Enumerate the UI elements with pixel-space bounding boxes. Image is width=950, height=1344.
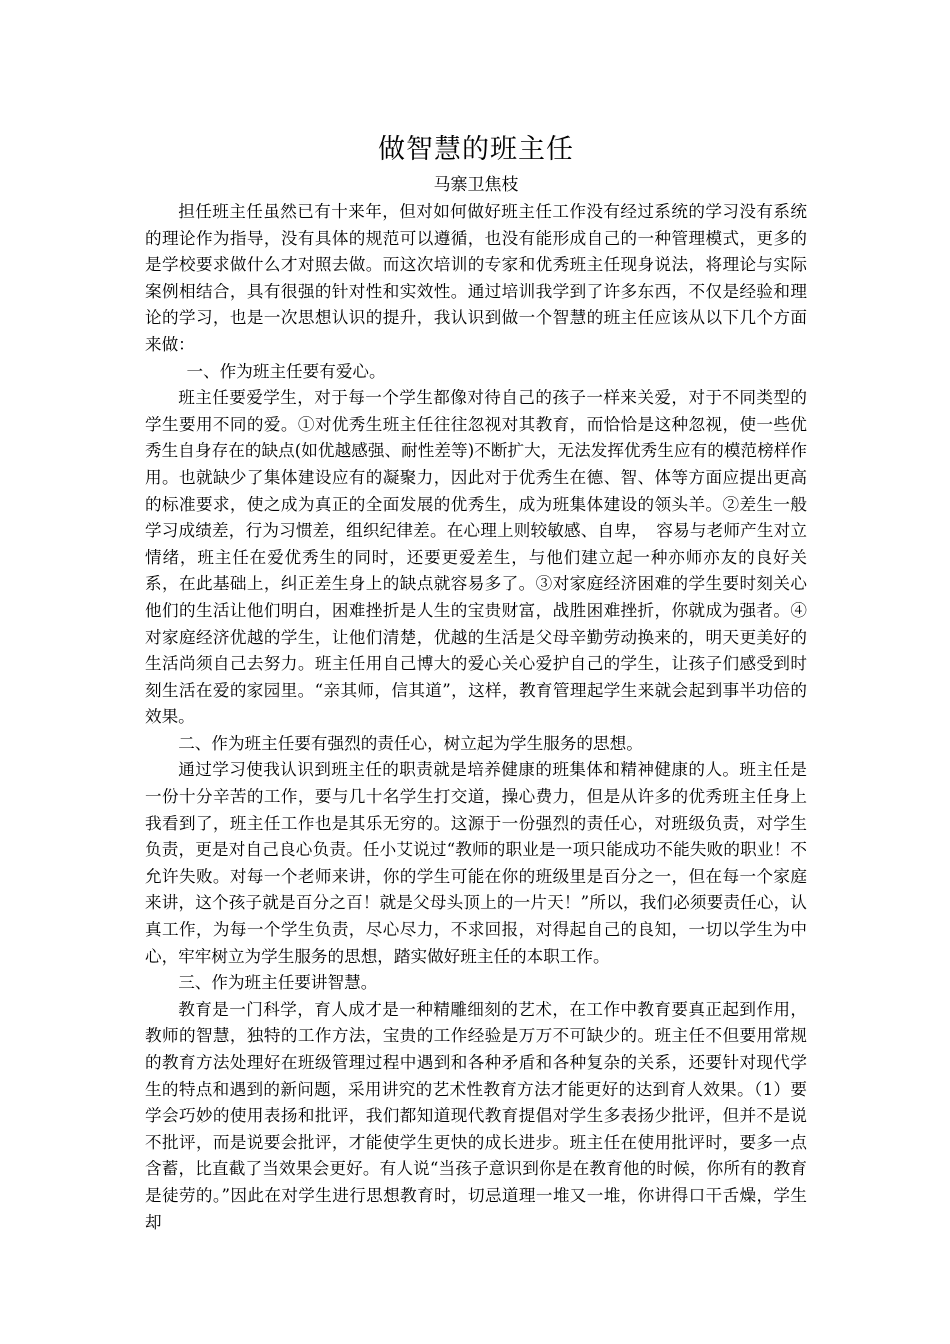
section-3-paragraph: 教育是一门科学，育人成才是一种精雕细刻的艺术，在工作中教育要真正起到作用，教师的智慧，独特的工作方法，宝贵的工作经验是万万不可缺少的。班主任不但要用常规的教育方法处理好在班级管理过程中遇到和各种矛盾和各种复杂的关系，还要针对现代学生的特点和遇到的新问题，采用讲究的艺术性教育方法才能更好的达到育人效果。（1）要学会巧妙的使用表扬和批评，我们都知道现代教育提倡对学生多表扬少批评，但并不是说不批评，而是说要会批评，才能使学生更快的成长进步。班主任在使用批评时，要多一点含蓄，比直截了当效果会更好。有人说“当孩子意识到你是在教育他的时候，你所有的教育是徒劳的。”因此在对学生进行思想教育时，切忌道理一堆又一堆，你讲得口干舌燥，学生却 [145,999,807,1232]
section-1-paragraph: 班主任要爱学生，对于每一个学生都像对待自己的孩子一样来关爱，对于不同类型的学生要用不同的爱。①对优秀生班主任往往忽视对其教育，而恰恰是这种忽视，使一些优秀生自身存在的缺点(如优越感强、耐性差等)不断扩大，无法发挥优秀生应有的模范榜样作用。也就缺少了集体建设应有的凝聚力，因此对于优秀生在德、智、体等方面应提出更高的标准要求，使之成为真正的全面发展的优秀生，成为班集体建设的领头羊。②差生一般学习成绩差，行为习惯差，组织纪律差。在心理上则较敏感、自卑， 容易与老师产生对立情绪，班主任在爱优秀生的同时，还要更爱差生，与他们建立起一种亦师亦友的良好关系，在此基础上，纠正差生身上的缺点就容易多了。③对家庭经济困难的学生要时刻关心他们的生活让他们明白，困难挫折是人生的宝贵财富，战胜困难挫折，你就成为强者。④对家庭经济优越的学生，让他们清楚，优越的生活是父母辛勤劳动换来的，明天更美好的生活尚须自己去努力。班主任用自己博大的爱心关心爱护自己的学生，让孩子们感受到时刻生活在爱的家园里。“亲其师，信其道”，这样，教育管理起学生来就会起到事半功倍的效果。 [145,388,807,727]
document-author: 马寨卫焦枝 [433,175,519,195]
section-3-heading: 三、作为班主任要讲智慧。 [178,973,378,993]
section-1-heading: 一、作为班主任要有爱心。 [186,361,386,381]
intro-paragraph: 担任班主任虽然已有十来年，但对如何做好班主任工作没有经过系统的学习没有系统的理论作为指导，没有具体的规范可以遵循，也没有能形成自己的一种管理模式，更多的是学校要求做什么才对照去做。而这次培训的专家和优秀班主任现身说法，将理论与实际案例相结合，具有很强的针对性和实效性。通过培训我学到了许多东西，不仅是经验和理论的学习，也是一次思想认识的提升，我认识到做一个智慧的班主任应该从以下几个方面来做： [145,202,807,354]
document-title: 做智慧的班主任 [378,134,574,165]
document-page [145,130,807,1236]
section-2-paragraph: 通过学习使我认识到班主任的职责就是培养健康的班集体和精神健康的人。班主任是一份十分辛苦的工作，要与几十名学生打交道，操心费力，但是从许多的优秀班主任身上我看到了，班主任工作也是其乐无穷的。这源于一份强烈的责任心，对班级负责，对学生负责，更是对自己良心负责。任小艾说过“教师的职业是一项只能成功不能失败的职业！不允许失败。对每一个老师来讲，你的学生可能在你的班级里是百分之一，但在每一个家庭来讲，这个孩子就是百分之百！就是父母头顶上的一片天！”所以，我们必须要责任心，认真工作，为每一个学生负责，尽心尽力，不求回报，对得起自己的良知，一切以学生为中心，牢牢树立为学生服务的思想，踏实做好班主任的本职工作。 [145,760,807,966]
section-2-heading: 二、作为班主任要有强烈的责任心，树立起为学生服务的思想。 [178,733,643,753]
